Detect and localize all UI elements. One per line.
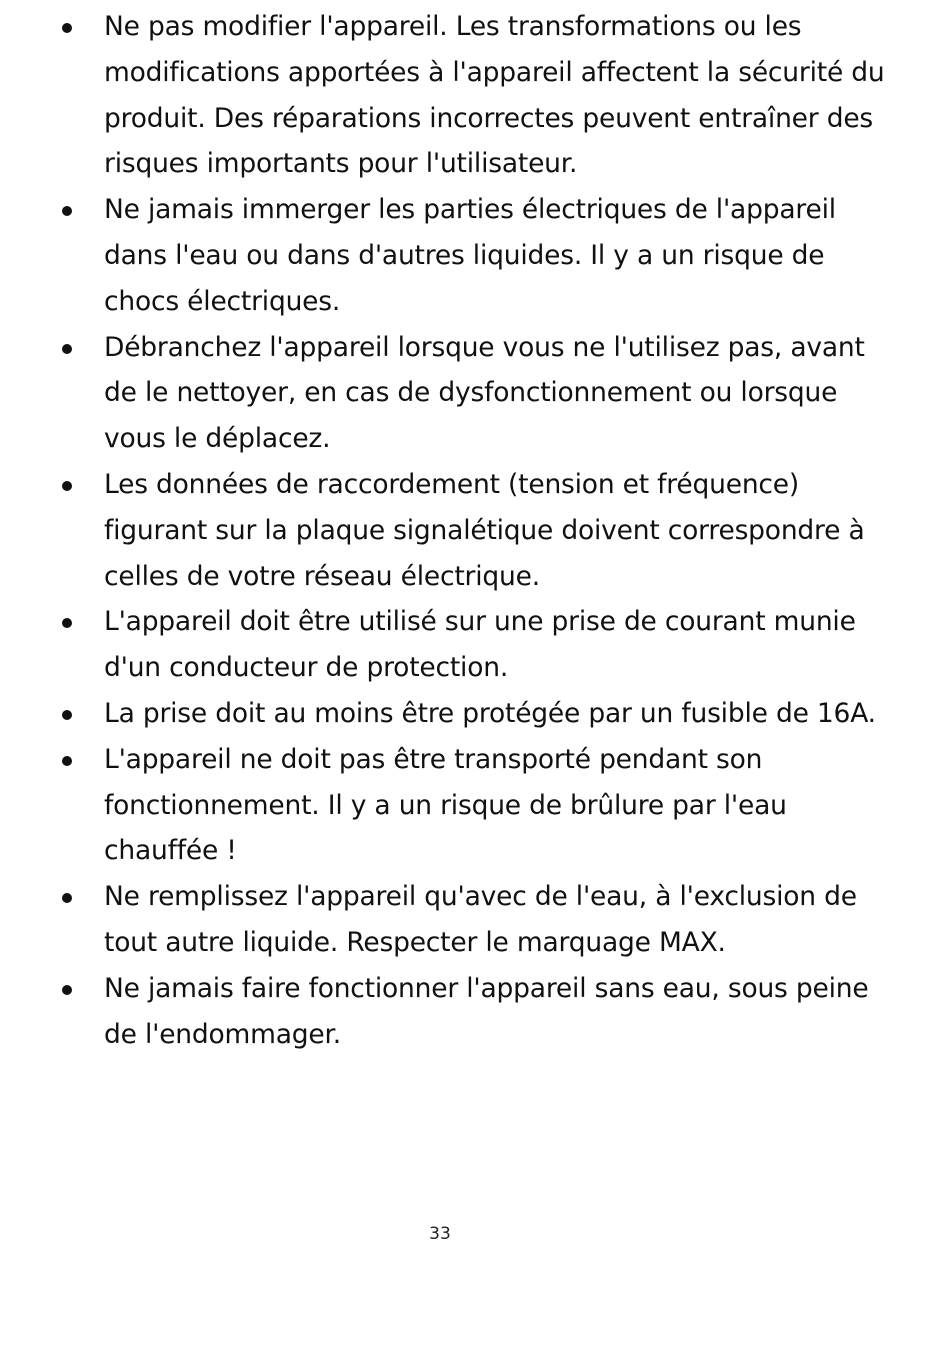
list-item-text: Ne jamais immerger les parties électriques de l'appareil dans l'eau ou dans d'autres liquides. Il y a un risque de chocs électriques. xyxy=(104,194,836,317)
list-item xyxy=(56,325,886,462)
bullet-icon xyxy=(62,23,72,33)
list-item xyxy=(56,737,886,874)
bullet-icon xyxy=(62,710,72,720)
list-item xyxy=(56,462,886,599)
list-item-text: Ne remplissez l'appareil qu'avec de l'eau, à l'exclusion de tout autre liquide. Respecter le marquage MAX. xyxy=(104,881,857,958)
list-item-text: Débranchez l'appareil lorsque vous ne l'utilisez pas, avant de le nettoyer, en cas de dysfonctionnement ou lorsque vous le déplacez. xyxy=(104,331,865,455)
list-item xyxy=(56,599,886,691)
bullet-icon xyxy=(62,481,72,491)
bullet-icon xyxy=(62,756,72,766)
list-item xyxy=(56,691,886,737)
list-item-text: Les données de raccordement (tension et fréquence) figurant sur la plaque signalétique doivent correspondre à celles de votre réseau électrique. xyxy=(104,468,865,592)
list-item-text: La prise doit au moins être protégée par un fusible de 16A. xyxy=(104,697,876,729)
list-item xyxy=(56,874,886,966)
list-item xyxy=(56,966,886,1058)
list-item-text: L'appareil doit être utilisé sur une prise de courant munie d'un conducteur de protection. xyxy=(104,606,856,684)
list-item-text: L'appareil ne doit pas être transporté pendant son fonctionnement. Il y a un risque de brûlure par l'eau chauffée ! xyxy=(104,743,787,867)
list-item xyxy=(56,187,886,324)
safety-instructions-list xyxy=(56,4,886,1057)
list-item xyxy=(56,4,886,187)
bullet-icon xyxy=(62,985,72,995)
list-item-text: Ne jamais faire fonctionner l'appareil sans eau, sous peine de l'endommager. xyxy=(104,972,869,1050)
bullet-icon xyxy=(62,206,72,216)
list-item-text: Ne pas modifier l'appareil. Les transformations ou les modifications apportées à l'appareil affectent la sécurité du produit. Des réparations incorrectes peuvent entraîner des risques importants pour l'utilisateur. xyxy=(104,11,885,180)
bullet-icon xyxy=(62,344,72,354)
bullet-icon xyxy=(62,618,72,628)
bullet-icon xyxy=(62,893,72,903)
page-number: 33 xyxy=(429,1224,451,1244)
